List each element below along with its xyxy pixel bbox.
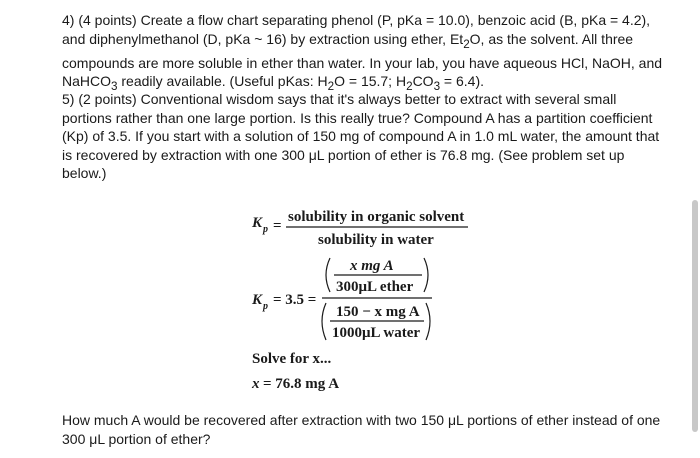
outer-denominator: 1000μL water [332, 325, 421, 341]
equals-sign: = [273, 218, 282, 234]
solve-text: Solve for x... [252, 351, 332, 367]
problem-5-text: 5) (2 points) Conventional wisdom says that it's always better to extract with several small portions rather than one large portion. Is this really true? Compound A has a partition coefficient (Kp) of 3.5. If you start with a solution of 150 mg of compound A in 1.0 mL water, the amount that is recovered by extraction with one 300 μL portion of ether is 76.8 mg. (See problem set up below.) [62, 91, 660, 181]
question-text: How much A would be recovered after extraction with two 150 μL portions of ether instead of one 300 μL portion of ether? [62, 412, 661, 447]
partition-equation [252, 200, 512, 400]
inner-denominator: 300μL ether [336, 279, 414, 295]
result-variable: x [252, 376, 260, 392]
left-paren-bottom [322, 303, 326, 340]
equals-value: = 3.5 = [273, 292, 317, 308]
kp-symbol: K [252, 215, 263, 231]
scrollbar-thumb[interactable] [692, 200, 698, 432]
inner-numerator: x mg A [350, 258, 394, 274]
equation-figure [252, 200, 512, 400]
numerator-organic: solubility in organic solvent [288, 209, 465, 225]
kp2-symbol: K [252, 292, 263, 308]
kp2-subscript: p [263, 301, 268, 312]
outer-numerator: 150 − x mg A [336, 304, 420, 320]
kp-subscript: p [263, 224, 268, 235]
result-value: = 76.8 mg A [263, 376, 340, 392]
problem-4-text: 4) (4 points) Create a flow chart separating phenol (P, pKa = 10.0), benzoic acid (B, pKa = 4.2), and diphenylmethanol (D, pKa ~ 16) by extraction using ether, $Et_2O$, as the solvent. All three compounds are more soluble in ether than water. In your lab, you have aqueous HCl, NaOH, and NaHCO$_3$ readily available. (Useful pKas: $H_2O = 15.7$; $H_2CO_3 = 6.4$). [62, 12, 663, 94]
denominator-water: solubility in water [318, 232, 434, 248]
right-paren-top [424, 258, 428, 292]
left-paren-top [326, 258, 330, 292]
right-paren-bottom [426, 303, 430, 340]
